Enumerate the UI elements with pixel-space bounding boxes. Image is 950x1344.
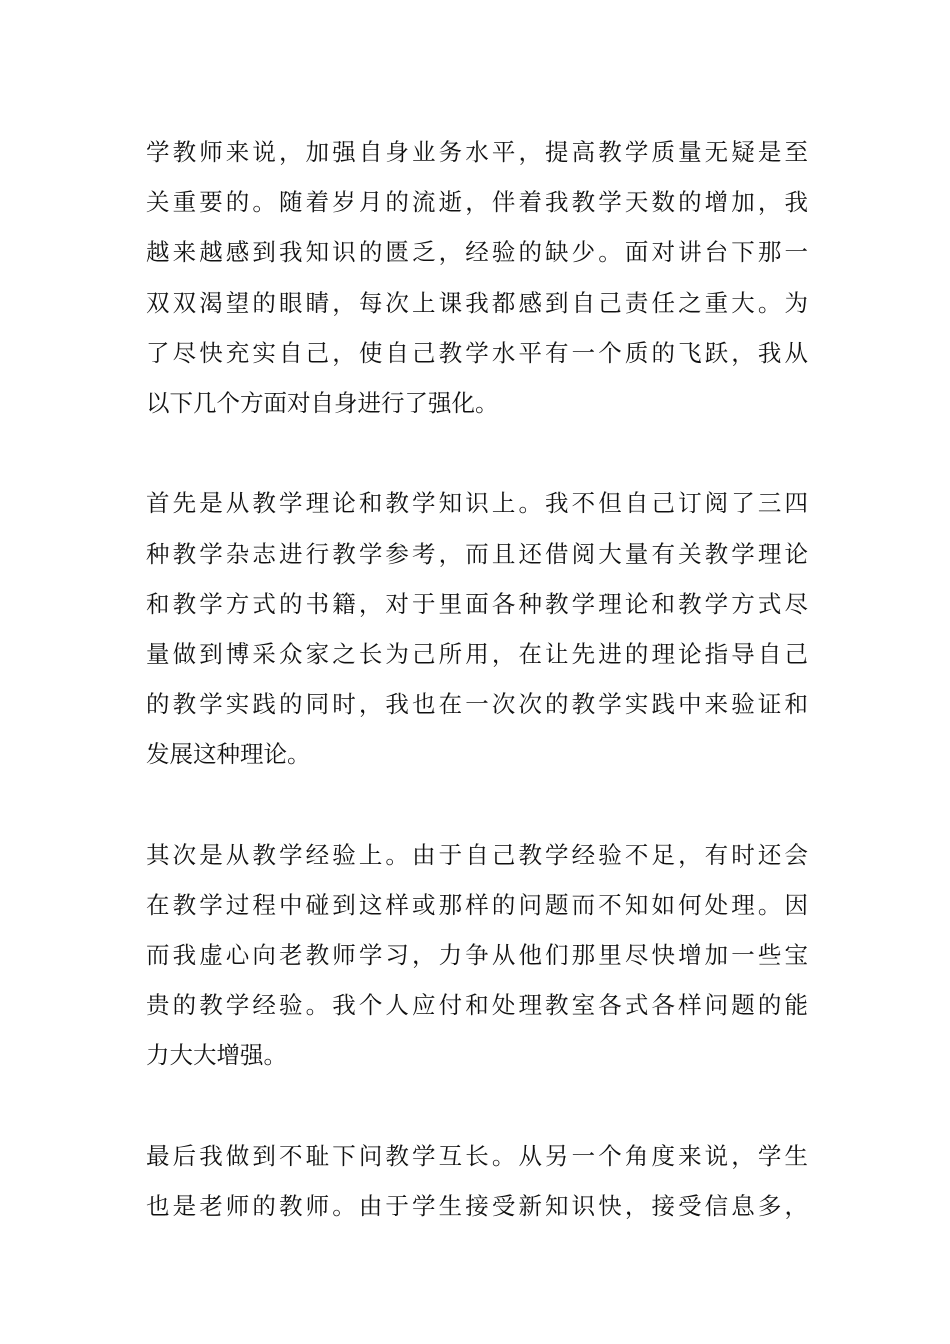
paragraph-4 [146, 1131, 808, 1231]
text-line: 而我虚心向老教师学习，力争从他们那里尽快增加一些宝 [146, 941, 808, 969]
text-line: 在教学过程中碰到这样或那样的问题而不知如何处理。因 [146, 890, 808, 919]
text-line: 其次是从教学经验上。由于自己教学经验不足，有时还会 [146, 840, 808, 869]
text-line: 了尽快充实自己，使自己教学水平有一个质的飞跃，我从 [146, 338, 808, 367]
text-line: 最后我做到不耻下问教学互长。从另一个角度来说，学生 [146, 1141, 808, 1170]
text-line: 学教师来说，加强自身业务水平，提高教学质量无疑是至 [146, 138, 808, 166]
paragraph-gap [146, 779, 808, 829]
text-line: 双双渴望的眼睛，每次上课我都感到自己责任之重大。为 [146, 288, 808, 317]
text-line: 种教学杂志进行教学参考，而且还借阅大量有关教学理论 [146, 539, 808, 568]
text-line: 以下几个方面对自身进行了强化。 [146, 388, 499, 417]
text-line: 发展这种理论。 [146, 740, 311, 769]
document-body [146, 127, 808, 1231]
text-line: 量做到博采众家之长为己所用，在让先进的理论指导自己 [146, 639, 808, 668]
text-line: 关重要的。随着岁月的流逝，伴着我教学天数的增加，我 [146, 188, 808, 217]
text-line: 首先是从教学理论和教学知识上。我不但自己订阅了三四 [146, 489, 808, 518]
text-line: 力大大增强。 [146, 1041, 287, 1070]
paragraph-1 [146, 127, 808, 428]
paragraph-3 [146, 830, 808, 1081]
paragraph-2 [146, 478, 808, 779]
text-line: 越来越感到我知识的匮乏，经验的缺少。面对讲台下那一 [146, 238, 808, 267]
text-line: 贵的教学经验。我个人应付和处理教室各式各样问题的能 [146, 991, 808, 1020]
text-line: 和教学方式的书籍，对于里面各种教学理论和教学方式尽 [146, 589, 808, 618]
paragraph-gap [146, 1081, 808, 1131]
text-line: 也是老师的教师。由于学生接受新知识快，接受信息多， [146, 1191, 808, 1220]
paragraph-gap [146, 428, 808, 478]
text-line: 的教学实践的同时，我也在一次次的教学实践中来验证和 [146, 690, 808, 719]
